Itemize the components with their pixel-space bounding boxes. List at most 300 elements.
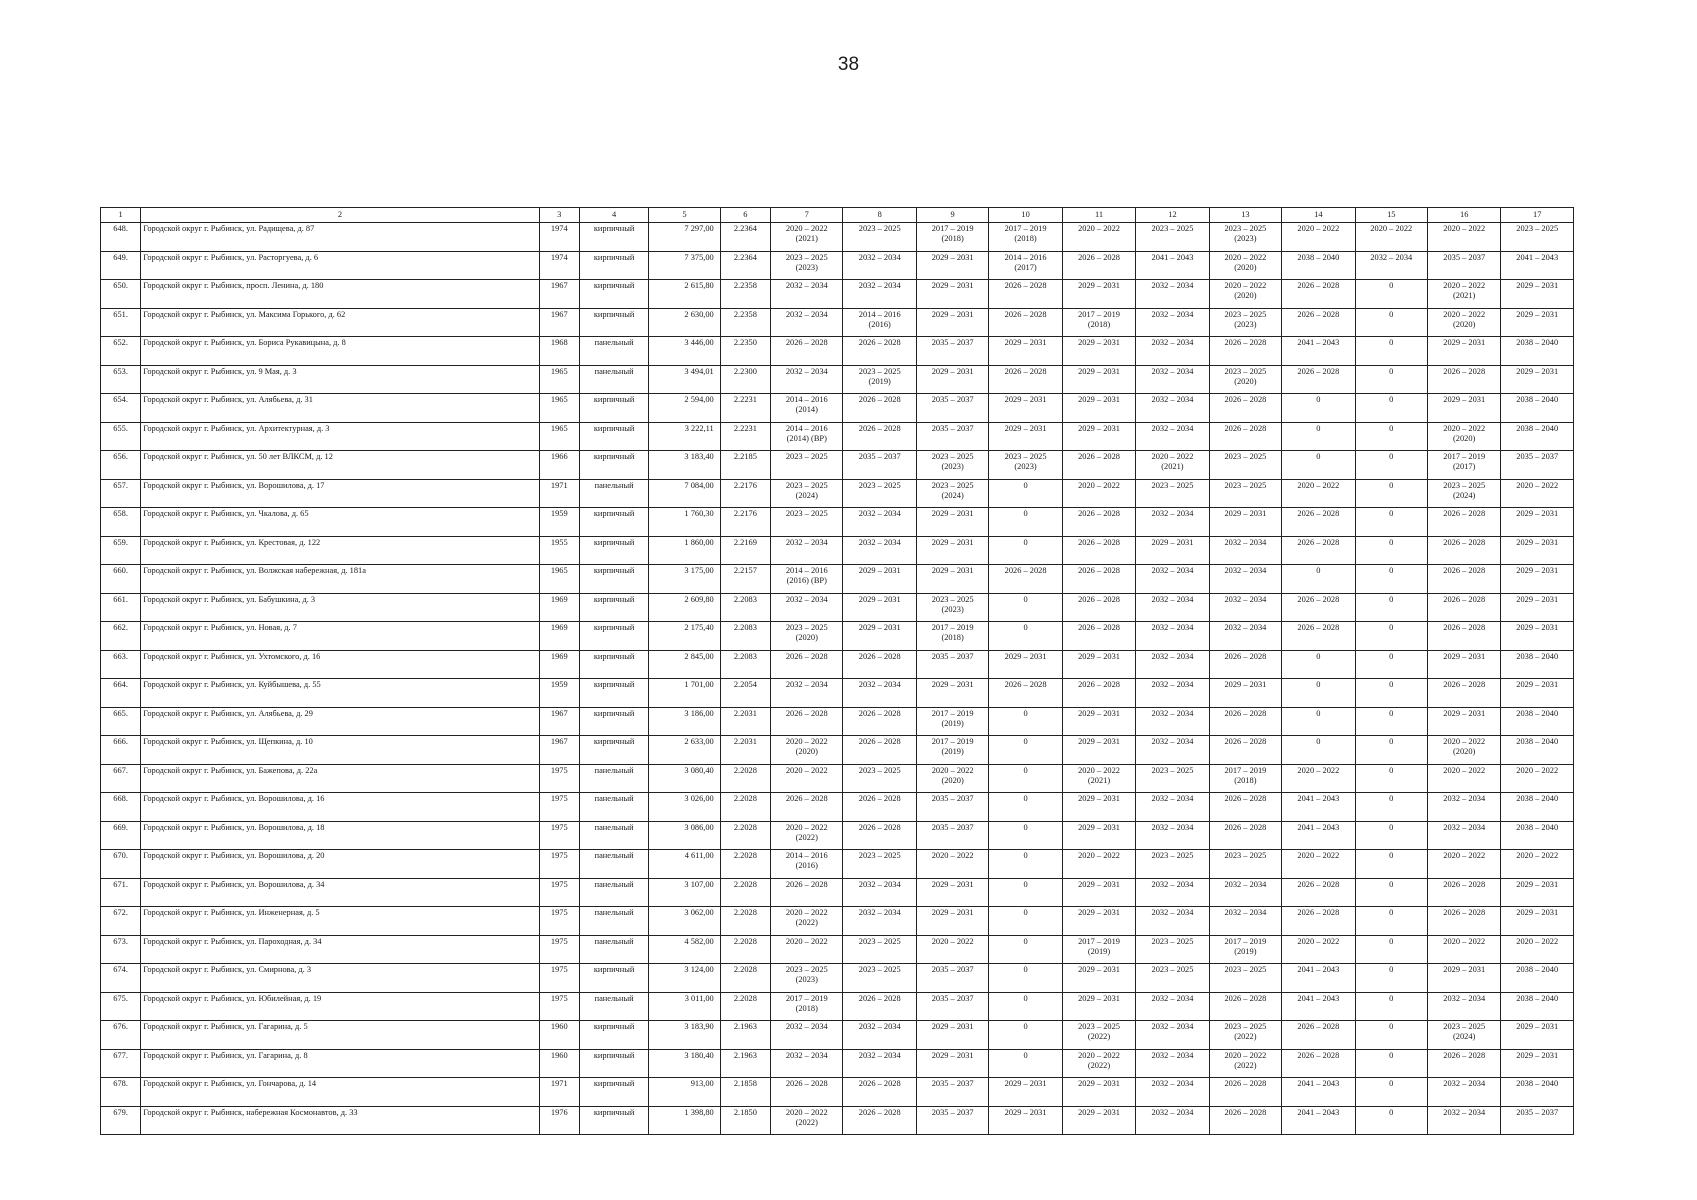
- repair-period: 2026 – 2028: [1078, 452, 1120, 461]
- repair-period-cell: [1501, 736, 1574, 765]
- column-number-6: 6: [720, 208, 770, 223]
- repair-period-cell: [1136, 764, 1209, 793]
- repair-period: 2038 – 2040: [1516, 993, 1559, 1003]
- repair-period-cell: [1282, 1106, 1355, 1135]
- repair-period: 2038 – 2040: [1516, 395, 1559, 404]
- repair-period-cell: [916, 565, 988, 594]
- row-number: 674.: [101, 964, 141, 993]
- repair-period-cell: [1501, 1021, 1574, 1050]
- wall-material: панельный: [579, 907, 648, 936]
- repair-period: 2032 – 2034: [1443, 794, 1486, 803]
- repair-year-note: (2021): [1453, 291, 1476, 300]
- building-address: Городской округ г. Рыбинск, просп. Ленина, д. 180: [141, 280, 539, 309]
- repair-period: 2020 – 2022: [1297, 480, 1340, 490]
- repair-period-cell: [1062, 1106, 1135, 1135]
- repair-period: 2023 – 2025: [1443, 480, 1486, 490]
- repair-period: 2014 – 2016: [858, 309, 901, 319]
- construction-year: 1975: [539, 907, 579, 936]
- repair-year-note: (2019): [868, 376, 891, 386]
- repair-period: 2026 – 2028: [1443, 366, 1486, 376]
- repair-period-cell: [1136, 479, 1209, 508]
- repair-period-cell: [1427, 223, 1500, 252]
- repair-period: 2020 – 2022: [1443, 423, 1486, 433]
- repair-period-cell: [843, 850, 916, 879]
- repair-period: 2017 – 2019: [1224, 765, 1267, 775]
- repair-year-note: (2023): [941, 604, 964, 614]
- repair-period-cell: [1501, 850, 1574, 879]
- repair-period: 2026 – 2028: [1297, 537, 1340, 547]
- repair-period-cell: [989, 1106, 1062, 1135]
- total-area: 3 124,00: [649, 964, 720, 993]
- repair-year-note: (2016): [795, 861, 818, 870]
- repair-period-cell: [1282, 1078, 1355, 1107]
- repair-period-cell: [1209, 1106, 1281, 1135]
- row-number: 663.: [101, 650, 141, 679]
- repair-period-cell: [1062, 451, 1135, 480]
- repair-period: 2026 – 2028: [1443, 566, 1486, 575]
- priority-score: 2.2028: [720, 850, 770, 879]
- construction-year: 1965: [539, 365, 579, 394]
- repair-period-cell: [1209, 764, 1281, 793]
- repair-period: 2032 – 2034: [858, 1022, 901, 1031]
- repair-period: 2026 – 2028: [1078, 594, 1120, 604]
- repair-period-cell: [1062, 907, 1135, 936]
- repair-period-cell: [1136, 280, 1209, 309]
- row-number: 651.: [101, 308, 141, 337]
- repair-period: 2029 – 2031: [1516, 537, 1559, 547]
- repair-period: 2032 – 2034: [1151, 509, 1194, 518]
- repair-period-cell: [1209, 1078, 1281, 1107]
- repair-period: 2020 – 2022: [1297, 936, 1340, 946]
- repair-period-cell: [1427, 964, 1500, 993]
- repair-period-cell: [1282, 536, 1355, 565]
- repair-period-cell: [1355, 337, 1427, 366]
- repair-period: 2023 – 2025: [785, 965, 828, 974]
- repair-period: 2032 – 2034: [1151, 281, 1194, 290]
- wall-material: кирпичный: [579, 394, 648, 423]
- repair-period: 2026 – 2028: [858, 338, 901, 347]
- table-row: [101, 992, 1574, 1021]
- repair-period: 0: [1389, 908, 1394, 917]
- repair-period: 2029 – 2031: [1151, 537, 1194, 547]
- repair-year-note: (2024): [1453, 1032, 1476, 1041]
- repair-period-cell: [771, 850, 843, 879]
- priority-score: 2.2054: [720, 679, 770, 708]
- repair-period: 2029 – 2031: [1078, 1079, 1120, 1088]
- repair-period-cell: [989, 593, 1062, 622]
- repair-period-cell: [916, 451, 988, 480]
- repair-period: 2023 – 2025: [1224, 452, 1267, 461]
- repair-period: 0: [1316, 395, 1321, 404]
- repair-period-cell: [771, 707, 843, 736]
- repair-period-cell: [1209, 479, 1281, 508]
- repair-period: 2026 – 2028: [1297, 594, 1340, 604]
- repair-period-cell: [1282, 337, 1355, 366]
- repair-period-cell: [1501, 1049, 1574, 1078]
- repair-period: 2029 – 2031: [1078, 737, 1120, 746]
- repair-period-cell: [1427, 1021, 1500, 1050]
- repair-year-note: (2018): [1234, 775, 1257, 785]
- repair-period: 2029 – 2031: [1224, 680, 1267, 689]
- repair-period-cell: [1136, 679, 1209, 708]
- repair-period: 2020 – 2022: [931, 851, 974, 860]
- repair-period-cell: [1136, 422, 1209, 451]
- repair-period: 2032 – 2034: [858, 537, 901, 547]
- repair-period-cell: [916, 707, 988, 736]
- repair-period-cell: [1209, 593, 1281, 622]
- repair-period-cell: [989, 223, 1062, 252]
- repair-period-cell: [1209, 679, 1281, 708]
- housing-repair-schedule-table: [100, 207, 1574, 1135]
- repair-period-cell: [1062, 536, 1135, 565]
- building-address: Городской округ г. Рыбинск, ул. Гагарина, д. 8: [141, 1049, 539, 1078]
- repair-period: 2032 – 2034: [1224, 566, 1267, 575]
- repair-period-cell: [1427, 308, 1500, 337]
- construction-year: 1975: [539, 850, 579, 879]
- repair-period-cell: [1209, 337, 1281, 366]
- priority-score: 2.2157: [720, 565, 770, 594]
- building-address: Городской округ г. Рыбинск, ул. Волжская набережная, д. 181а: [141, 565, 539, 594]
- repair-period: 0: [1389, 851, 1394, 860]
- repair-period: 2023 – 2025: [1516, 224, 1559, 233]
- repair-period-cell: [1355, 878, 1427, 907]
- repair-period-cell: [771, 679, 843, 708]
- building-address: Городской округ г. Рыбинск, ул. Пароходная, д. 34: [141, 935, 539, 964]
- repair-period-cell: [1062, 422, 1135, 451]
- repair-period: 0: [1389, 395, 1394, 404]
- repair-period-cell: [1427, 850, 1500, 879]
- repair-period-cell: [1501, 308, 1574, 337]
- row-number: 652.: [101, 337, 141, 366]
- repair-year-note: (2023): [1014, 462, 1037, 471]
- repair-period-cell: [843, 337, 916, 366]
- repair-year-note: (2023): [1234, 319, 1257, 329]
- construction-year: 1969: [539, 593, 579, 622]
- priority-score: 2.2028: [720, 964, 770, 993]
- building-address: Городской округ г. Рыбинск, ул. Крестовая, д. 122: [141, 536, 539, 565]
- repair-period: 2026 – 2028: [1224, 993, 1267, 1003]
- repair-period-cell: [1282, 593, 1355, 622]
- repair-period: 2038 – 2040: [1516, 1079, 1559, 1088]
- column-number-12: 12: [1136, 208, 1209, 223]
- wall-material: кирпичный: [579, 593, 648, 622]
- row-number: 675.: [101, 992, 141, 1021]
- repair-period: 2032 – 2034: [858, 252, 901, 262]
- repair-period-cell: [771, 650, 843, 679]
- repair-period-cell: [1355, 1106, 1427, 1135]
- repair-period-cell: [1501, 992, 1574, 1021]
- repair-period-cell: [1427, 650, 1500, 679]
- repair-period: 2041 – 2043: [1297, 822, 1340, 832]
- repair-period: 2020 – 2022: [1516, 936, 1559, 946]
- repair-period: 0: [1389, 680, 1394, 689]
- repair-period-cell: [1282, 479, 1355, 508]
- repair-period: 2023 – 2025: [1151, 480, 1194, 490]
- repair-period-cell: [1355, 251, 1427, 280]
- repair-period: 2020 – 2022: [785, 765, 828, 775]
- priority-score: 2.2300: [720, 365, 770, 394]
- repair-period-cell: [1501, 565, 1574, 594]
- repair-period: 2026 – 2028: [785, 879, 828, 889]
- total-area: 3 222,11: [649, 422, 720, 451]
- repair-period-cell: [1062, 280, 1135, 309]
- priority-score: 2.2231: [720, 422, 770, 451]
- table-row: [101, 622, 1574, 651]
- repair-period: 2026 – 2028: [785, 794, 828, 803]
- repair-period-cell: [1136, 907, 1209, 936]
- repair-period: 2017 – 2019: [1078, 936, 1120, 946]
- repair-period-cell: [1062, 565, 1135, 594]
- repair-period: 2029 – 2031: [1078, 281, 1120, 290]
- repair-period: 0: [1023, 851, 1028, 860]
- repair-period: 2029 – 2031: [1078, 794, 1120, 803]
- total-area: 7 375,00: [649, 251, 720, 280]
- construction-year: 1965: [539, 422, 579, 451]
- repair-period: 2020 – 2022: [785, 908, 828, 917]
- repair-year-note: (2016): [868, 319, 891, 329]
- repair-period-cell: [1062, 707, 1135, 736]
- repair-period: 2020 – 2022: [1297, 224, 1340, 233]
- repair-period: 0: [1389, 480, 1394, 490]
- building-address: Городской округ г. Рыбинск, ул. Смирнова, д. 3: [141, 964, 539, 993]
- priority-score: 2.2028: [720, 764, 770, 793]
- repair-period-cell: [1282, 1049, 1355, 1078]
- row-number: 665.: [101, 707, 141, 736]
- repair-year-note: (2020): [795, 747, 818, 756]
- repair-period: 2026 – 2028: [1004, 680, 1047, 689]
- repair-period-cell: [989, 736, 1062, 765]
- building-address: Городской округ г. Рыбинск, ул. Новая, д. 7: [141, 622, 539, 651]
- repair-period: 2026 – 2028: [1224, 1079, 1267, 1088]
- repair-period-cell: [1136, 251, 1209, 280]
- repair-period-cell: [1062, 878, 1135, 907]
- repair-period-cell: [1355, 1021, 1427, 1050]
- priority-score: 2.2176: [720, 479, 770, 508]
- repair-period-cell: [843, 593, 916, 622]
- repair-period: 2026 – 2028: [1078, 537, 1120, 547]
- table-row: [101, 251, 1574, 280]
- repair-period-cell: [1501, 1078, 1574, 1107]
- repair-period-cell: [1355, 565, 1427, 594]
- repair-period: 2026 – 2028: [1224, 395, 1267, 404]
- repair-period-cell: [1355, 365, 1427, 394]
- repair-period-cell: [989, 1049, 1062, 1078]
- repair-period: 0: [1023, 993, 1028, 1003]
- repair-period: 0: [1389, 765, 1394, 775]
- repair-year-note: (2022): [1234, 1060, 1257, 1070]
- repair-period: 2020 – 2022: [1224, 281, 1267, 290]
- repair-period-cell: [1282, 707, 1355, 736]
- repair-period-cell: [1427, 622, 1500, 651]
- repair-period-cell: [916, 1049, 988, 1078]
- repair-period: 2023 – 2025: [858, 765, 901, 775]
- repair-period: 2023 – 2025: [1224, 1022, 1267, 1031]
- column-number-11: 11: [1062, 208, 1135, 223]
- repair-period-cell: [916, 280, 988, 309]
- repair-year-note: (2014): [795, 405, 818, 414]
- repair-period: 0: [1023, 908, 1028, 917]
- repair-period-cell: [843, 479, 916, 508]
- repair-period: 2032 – 2034: [1151, 993, 1194, 1003]
- priority-score: 2.2028: [720, 878, 770, 907]
- repair-period-cell: [916, 479, 988, 508]
- total-area: 3 494,01: [649, 365, 720, 394]
- table-row: [101, 736, 1574, 765]
- repair-period: 2026 – 2028: [1443, 509, 1486, 518]
- repair-period: 2032 – 2034: [1151, 309, 1194, 319]
- repair-period-cell: [1501, 280, 1574, 309]
- row-number: 664.: [101, 679, 141, 708]
- repair-period: 2023 – 2025: [858, 851, 901, 860]
- repair-period: 2029 – 2031: [1516, 879, 1559, 889]
- repair-period-cell: [1501, 964, 1574, 993]
- repair-period: 0: [1316, 423, 1321, 433]
- repair-period: 2029 – 2031: [1004, 423, 1047, 433]
- repair-year-note: (2018): [1087, 319, 1111, 329]
- repair-period-cell: [989, 707, 1062, 736]
- repair-period-cell: [989, 565, 1062, 594]
- repair-period: 2017 – 2019: [1443, 452, 1486, 461]
- table-row: [101, 337, 1574, 366]
- repair-period: 2029 – 2031: [1078, 338, 1120, 347]
- building-address: Городской округ г. Рыбинск, ул. Ворошилова, д. 20: [141, 850, 539, 879]
- repair-period-cell: [989, 964, 1062, 993]
- repair-period-cell: [1209, 1049, 1281, 1078]
- repair-period-cell: [1282, 422, 1355, 451]
- row-number: 657.: [101, 479, 141, 508]
- total-area: 1 860,00: [649, 536, 720, 565]
- repair-period-cell: [1282, 365, 1355, 394]
- repair-period: 2029 – 2031: [1443, 708, 1486, 718]
- repair-period: 2029 – 2031: [1516, 594, 1559, 604]
- repair-period: 2023 – 2025: [1151, 936, 1194, 946]
- repair-period-cell: [1062, 679, 1135, 708]
- repair-period: 2029 – 2031: [931, 1022, 974, 1031]
- repair-period: 2032 – 2034: [785, 366, 828, 376]
- repair-period: 0: [1389, 1050, 1394, 1060]
- total-area: 1 701,00: [649, 679, 720, 708]
- repair-period-cell: [843, 707, 916, 736]
- repair-period-cell: [771, 337, 843, 366]
- repair-period-cell: [1501, 1106, 1574, 1135]
- priority-score: 2.1963: [720, 1049, 770, 1078]
- repair-year-note: (2019): [941, 747, 964, 756]
- repair-period: 2041 – 2043: [1516, 252, 1559, 262]
- repair-period-cell: [916, 394, 988, 423]
- repair-period-cell: [771, 964, 843, 993]
- repair-period: 2017 – 2019: [1224, 936, 1267, 946]
- wall-material: кирпичный: [579, 650, 648, 679]
- column-number-3: 3: [539, 208, 579, 223]
- repair-period-cell: [1282, 679, 1355, 708]
- wall-material: кирпичный: [579, 251, 648, 280]
- repair-period-cell: [843, 1106, 916, 1135]
- repair-period: 2017 – 2019: [785, 993, 828, 1003]
- repair-period: 2020 – 2022: [1224, 1050, 1267, 1060]
- repair-period-cell: [1209, 308, 1281, 337]
- repair-period: 2038 – 2040: [1516, 708, 1559, 718]
- repair-period: 2026 – 2028: [858, 651, 901, 661]
- repair-period: 2032 – 2034: [1370, 252, 1413, 262]
- repair-period-cell: [989, 1078, 1062, 1107]
- repair-period: 2029 – 2031: [1004, 395, 1047, 404]
- total-area: 3 183,90: [649, 1021, 720, 1050]
- repair-period: 2026 – 2028: [858, 794, 901, 803]
- repair-period: 2029 – 2031: [1516, 1050, 1559, 1060]
- repair-period: 2020 – 2022: [785, 822, 828, 832]
- repair-period: 2023 – 2025: [785, 252, 828, 262]
- total-area: 3 026,00: [649, 793, 720, 822]
- repair-period: 2029 – 2031: [1078, 423, 1120, 433]
- repair-period-cell: [1209, 793, 1281, 822]
- repair-year-note: (2021): [1087, 775, 1111, 785]
- repair-period: 0: [1389, 509, 1394, 518]
- building-address: Городской округ г. Рыбинск, ул. Ворошилова, д. 34: [141, 878, 539, 907]
- repair-period-cell: [1209, 394, 1281, 423]
- column-number-4: 4: [579, 208, 648, 223]
- priority-score: 2.2358: [720, 308, 770, 337]
- wall-material: кирпичный: [579, 451, 648, 480]
- repair-period: 2026 – 2028: [1224, 708, 1267, 718]
- repair-period: 2038 – 2040: [1297, 252, 1340, 262]
- repair-period-cell: [771, 593, 843, 622]
- repair-period-cell: [1355, 479, 1427, 508]
- building-address: Городской округ г. Рыбинск, ул. Максима Горького, д. 62: [141, 308, 539, 337]
- repair-period-cell: [1501, 878, 1574, 907]
- repair-year-note: (2020): [1234, 376, 1257, 386]
- repair-period-cell: [1136, 707, 1209, 736]
- repair-year-note: (2018): [941, 633, 964, 642]
- table-row: [101, 1078, 1574, 1107]
- column-number-7: 7: [771, 208, 843, 223]
- repair-period: 2035 – 2037: [858, 452, 901, 461]
- repair-period-cell: [1136, 1021, 1209, 1050]
- priority-score: 2.2231: [720, 394, 770, 423]
- table-row: [101, 365, 1574, 394]
- repair-period: 2032 – 2034: [1151, 651, 1194, 661]
- repair-year-note: (2024): [1453, 490, 1476, 500]
- priority-score: 2.2083: [720, 593, 770, 622]
- repair-period-cell: [1062, 736, 1135, 765]
- repair-period: 2035 – 2037: [931, 423, 974, 433]
- row-number: 673.: [101, 935, 141, 964]
- repair-period: 2023 – 2025: [1224, 480, 1267, 490]
- repair-period: 2032 – 2034: [1151, 338, 1194, 347]
- repair-period-cell: [843, 223, 916, 252]
- repair-period-cell: [916, 422, 988, 451]
- row-number: 654.: [101, 394, 141, 423]
- repair-period: 2032 – 2034: [1151, 708, 1194, 718]
- repair-period-cell: [1355, 992, 1427, 1021]
- repair-period-cell: [1427, 907, 1500, 936]
- repair-period: 2026 – 2028: [1443, 594, 1486, 604]
- repair-period-cell: [1355, 422, 1427, 451]
- repair-period: 2032 – 2034: [1151, 1050, 1194, 1060]
- construction-year: 1971: [539, 479, 579, 508]
- repair-period-cell: [1427, 394, 1500, 423]
- repair-period: 2020 – 2022: [1516, 765, 1559, 775]
- repair-period: 2032 – 2034: [1443, 822, 1486, 832]
- repair-period: 2023 – 2025: [785, 509, 828, 518]
- repair-period-cell: [843, 451, 916, 480]
- building-address: Городской округ г. Рыбинск, ул. Юбилейная, д. 19: [141, 992, 539, 1021]
- repair-period: 2026 – 2028: [858, 395, 901, 404]
- repair-period: 2026 – 2028: [785, 708, 828, 718]
- repair-year-note: (2018): [1014, 234, 1037, 243]
- repair-period-cell: [1136, 1078, 1209, 1107]
- repair-period: 2023 – 2025: [1224, 851, 1267, 860]
- building-address: Городской округ г. Рыбинск, ул. 9 Мая, д. 3: [141, 365, 539, 394]
